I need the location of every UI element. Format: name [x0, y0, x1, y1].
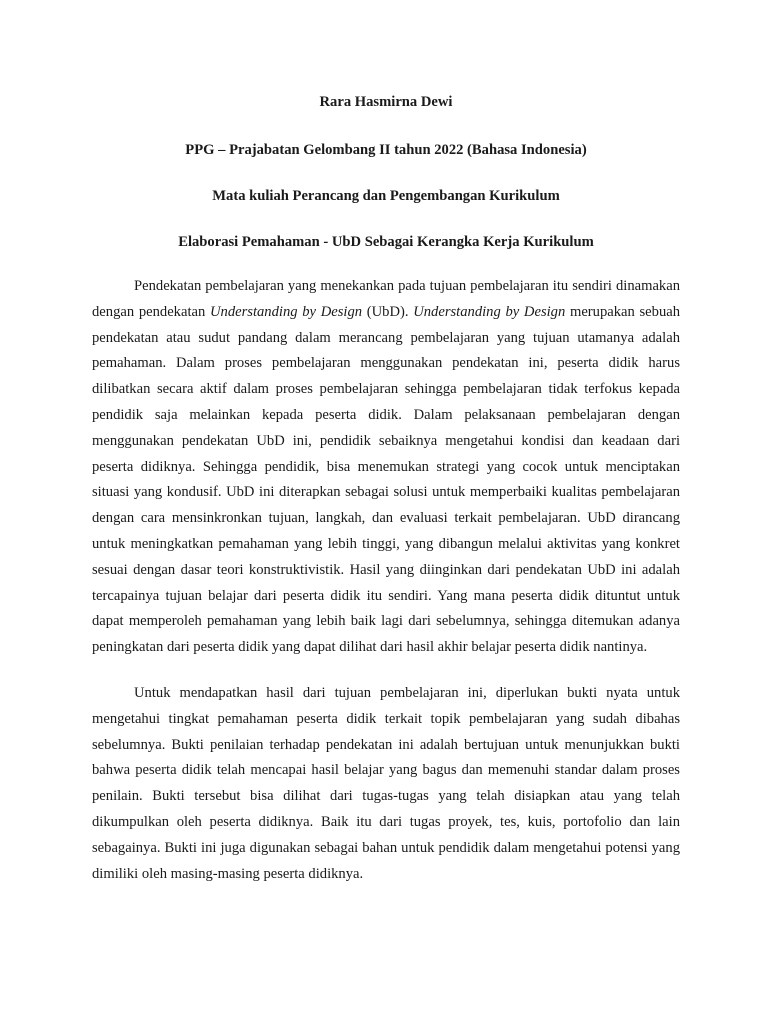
paragraph-2: Untuk mendapatkan hasil dari tujuan pembelajaran ini, diperlukan bukti nyata untuk mengetahui tingkat pemahaman peserta didik terkait topik pembelajaran yang sudah dibahas sebelumnya. Bukti penilaian terhadap pendekatan ini adalah bertujuan untuk menunjukkan bukti bahwa peserta didik telah mencapai hasil belajar yang bagus dan memenuhi standar dalam proses penilain. Bukti tersebut bisa dilihat dari tugas-tugas yang telah disiapkan atau yang telah dikumpulkan oleh peserta didiknya. Baik itu dari tugas proyek, tes, kuis, portofolio dan lain sebagainya. Bukti ini juga digunakan sebagai bahan untuk pendidik dalam mengetahui potensi yang dimiliki oleh masing-masing peserta didiknya.: [92, 684, 680, 882]
document-body: [92, 274, 680, 887]
paragraph-1-italic-term: Understanding by Design: [209, 303, 363, 320]
document-title: Elaborasi Pemahaman - UbD Sebagai Kerangka Kerja Kurikulum: [178, 234, 594, 250]
program-title: PPG – Prajabatan Gelombang II tahun 2022 (Bahasa Indonesia): [185, 142, 587, 158]
author-name: Rara Hasmirna Dewi: [319, 94, 453, 110]
paragraph-1-text-c: (UbD).: [362, 303, 414, 320]
paragraph-1-italic-term-2: Understanding by Design: [413, 303, 566, 320]
course-title: Mata kuliah Perancang dan Pengembangan Kurikulum: [212, 188, 560, 204]
paragraph-1: [92, 274, 680, 661]
paragraph-1-text-e: merupakan sebuah pendekatan atau sudut pandang dalam merancang pembelajaran yang tujuan utamanya adalah pemahaman. Dalam proses pembelajaran menggunakan pendekatan ini, peserta didik harus dilibatkan secara aktif dalam proses pembelajaran sehingga pembelajaran tidak terfokus kepada pendidik saja melainkan kepada peserta didik. Dalam pelaksanaan pembelajaran dengan menggunakan pendekatan UbD ini, pendidik sebaiknya mengetahui kondisi dan keadaan dari peserta didiknya. Sehingga pendidik, bisa menemukan strategi yang cocok untuk menciptakan situasi yang kondusif. UbD ini diterapkan sebagai solusi untuk memperbaiki kualitas pembelajaran dengan cara mensinkronkan tujuan, langkah, dan evaluasi terkait pembelajaran. UbD dirancang untuk meningkatkan pemahaman yang lebih tinggi, yang dibangun melalui aktivitas yang konkret sesuai dengan dasar teori konstruktivistik. Hasil yang diinginkan dari pendekatan UbD ini adalah tercapainya tujuan belajar dari peserta didik itu sendiri. Yang mana peserta didik dituntut untuk dapat memperoleh pemahaman yang lebih baik lagi dari sebelumnya, sehingga ditemukan adanya peningkatan dari peserta didik yang dapat dilihat dari hasil akhir belajar peserta didik nantinya.: [92, 303, 681, 656]
paragraph-1-text-a: Pendekatan pembelajaran yang menekankan pada tujuan pembelajaran itu sendiri dinamakan dengan pendekatan: [92, 278, 680, 320]
